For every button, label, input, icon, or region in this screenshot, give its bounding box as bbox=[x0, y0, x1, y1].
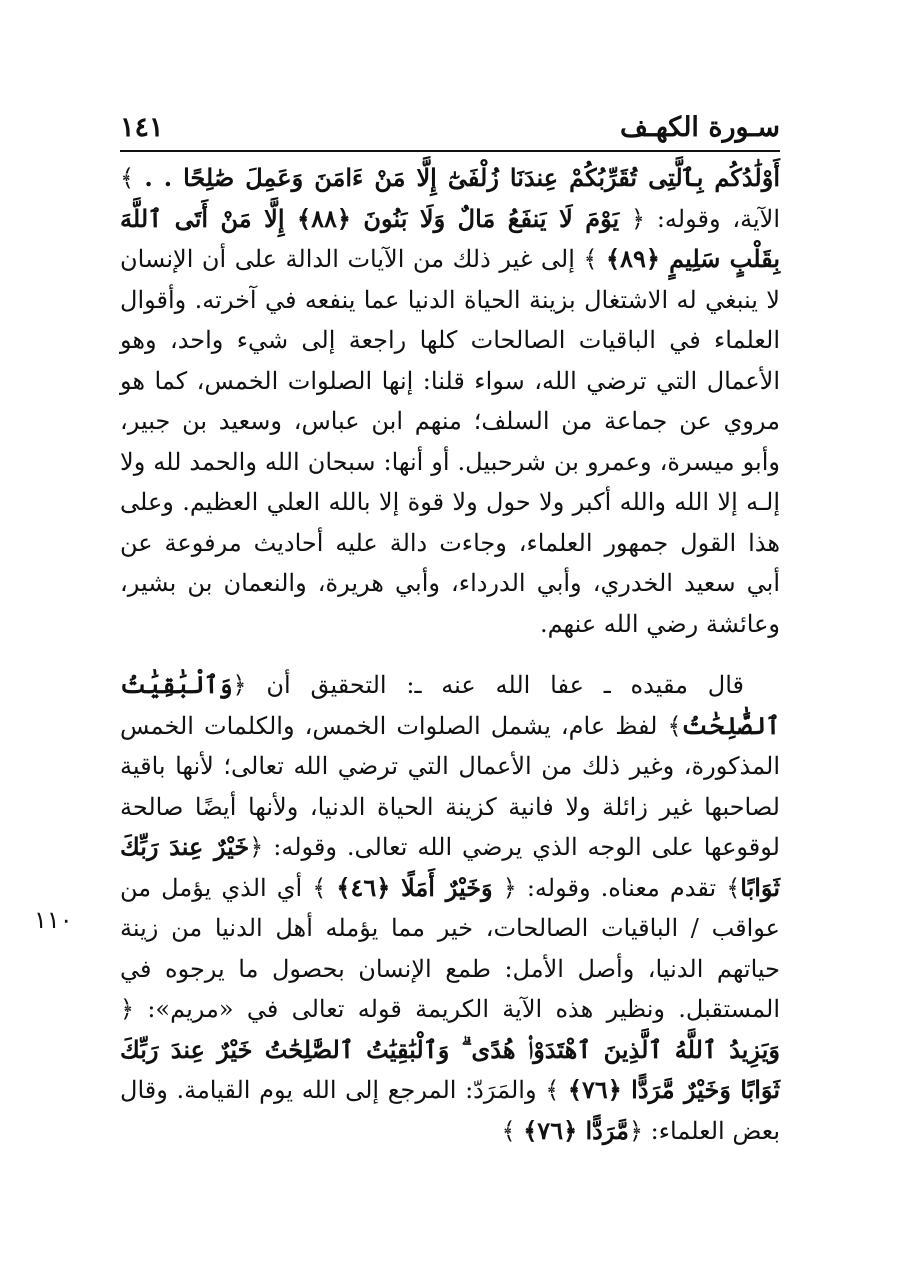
page-number: ١٤١ bbox=[120, 112, 164, 143]
paragraph bbox=[120, 665, 780, 1151]
quran-verse: وَٱلْبَٰقِيَٰتُ ٱلصَّٰلِحَٰتُ bbox=[120, 670, 780, 740]
body-text bbox=[120, 158, 780, 1151]
verse-bracket: ﴾ bbox=[501, 1116, 524, 1145]
verse-bracket: ﴿ bbox=[120, 995, 135, 1023]
quran-verse: وَيَزِيدُ ٱللَّهُ ٱلَّذِينَ ٱهْتَدَوْا۟ هُدًى ۗ وَٱلْبَٰقِيَٰتُ ٱلصَّٰلِحَٰتُ خَيْرٌ عِندَ رَبِّكَ ثَوَابًا وَخَيْرٌ مَّرَدًّا ﴿٧٦﴾ bbox=[120, 1034, 781, 1104]
commentary-text: لفظ عام، يشمل الصلوات الخمس، والكلمات الخمس المذكورة، وغير ذلك من الأعمال التي ترضي الله تعالى؛ لأنها باقية لصاحبها غير زائلة ولا فانية كزينة الحياة الدنيا، ولأنها أيضًا صالحة لوقوعها على الوجه الذي يرضي الله تعالى. وقوله: bbox=[120, 711, 780, 861]
commentary-text: قال مقيده ـ عفا الله عنه ـ: التحقيق أن bbox=[246, 671, 744, 699]
quran-verse: أَوْلَٰدُكُم بِٱلَّتِى تُقَرِّبُكُمْ عِندَنَا زُلْفَىٰٓ إِلَّا مَنْ ءَامَنَ وَعَمِلَ صَٰلِحًا . . bbox=[144, 163, 780, 192]
verse-bracket: ﴾ bbox=[536, 1076, 568, 1104]
commentary-text: إلى غير ذلك من الآيات الدالة على أن الإنسان لا ينبغي له الاشتغال بزينة الحياة الدنيا عما ينفعه في آخرته. وأقوال العلماء في الباقيات الصالحات كلها راجعة إلى شيء واحد، وهو الأعمال التي ترضي الله، سواء قلنا: إنها الصلوات الخمس، كما هو مروي عن جماعة من السلف؛ منهم ابن عباس، وسعيد بن جبير، وأبو ميسرة، وعمرو بن شرحبيل. أو أنها: سبحان الله والحمد لله ولا إلـه إلا الله والله أكبر ولا حول ولا قوة إلا بالله العلي العظيم. وعلى هذا القول جمهور العلماء، وجاءت دالة عليه أحاديث مرفوعة عن أبي سعيد الخدري، وأبي الدرداء، وأبي هريرة، والنعمان بن بشير، وعائشة رضي الله عنهم. bbox=[120, 245, 780, 638]
quran-verse: خَيْرٌ عِندَ رَبِّكَ ثَوَابًا bbox=[120, 832, 781, 902]
quran-verse: وَخَيْرٌ أَمَلًا ﴿٤٦﴾ bbox=[336, 872, 493, 902]
verse-bracket: ﴾ bbox=[120, 164, 145, 192]
surah-title: سـورة الكهـف bbox=[619, 112, 780, 143]
quran-verse: يَوْمَ لَا يَنفَعُ مَالٌ وَلَا بَنُونَ ﴿٨٨﴾ إِلَّا مَنْ أَتَى ٱللَّهَ بِقَلْبٍ سَلِيمٍ ﴿٨٩﴾ bbox=[120, 203, 780, 273]
verse-bracket: ﴾ bbox=[302, 873, 337, 902]
quran-verse: مَّرَدًّا ﴿٧٦﴾ bbox=[523, 1115, 629, 1145]
commentary-text: والمَرَدّ: المرجع إلى الله يوم القيامة. وقال بعض العلماء: bbox=[120, 1076, 780, 1145]
verse-bracket: ﴾ bbox=[726, 873, 741, 902]
verse-bracket: ﴿ bbox=[249, 833, 264, 861]
paragraph bbox=[120, 158, 780, 644]
verse-bracket: ﴿ bbox=[628, 1116, 644, 1145]
page-header bbox=[120, 108, 780, 152]
margin-page-reference: ١١٠ bbox=[34, 906, 73, 934]
verse-bracket: ﴿ bbox=[492, 873, 517, 902]
commentary-text: أي الذي يؤمل من عواقب / الباقيات الصالحات، خير مما يؤمله أهل الدنيا من زينة حياتهم الدنيا، وأصل الأمل: طمع الإنسان بحصول ما يرجوه في المستقبل. ونظير هذه الآية الكريمة قوله تعالى في «مريم»: bbox=[120, 873, 780, 1023]
verse-bracket: ﴾ bbox=[667, 711, 682, 740]
commentary-text: تقدم معناه. وقوله: bbox=[516, 873, 727, 902]
verse-bracket: ﴿ bbox=[232, 671, 247, 699]
verse-bracket: ﴿ bbox=[619, 204, 646, 233]
commentary-text: الآية، وقوله: bbox=[645, 204, 780, 233]
verse-bracket: ﴾ bbox=[574, 245, 606, 273]
